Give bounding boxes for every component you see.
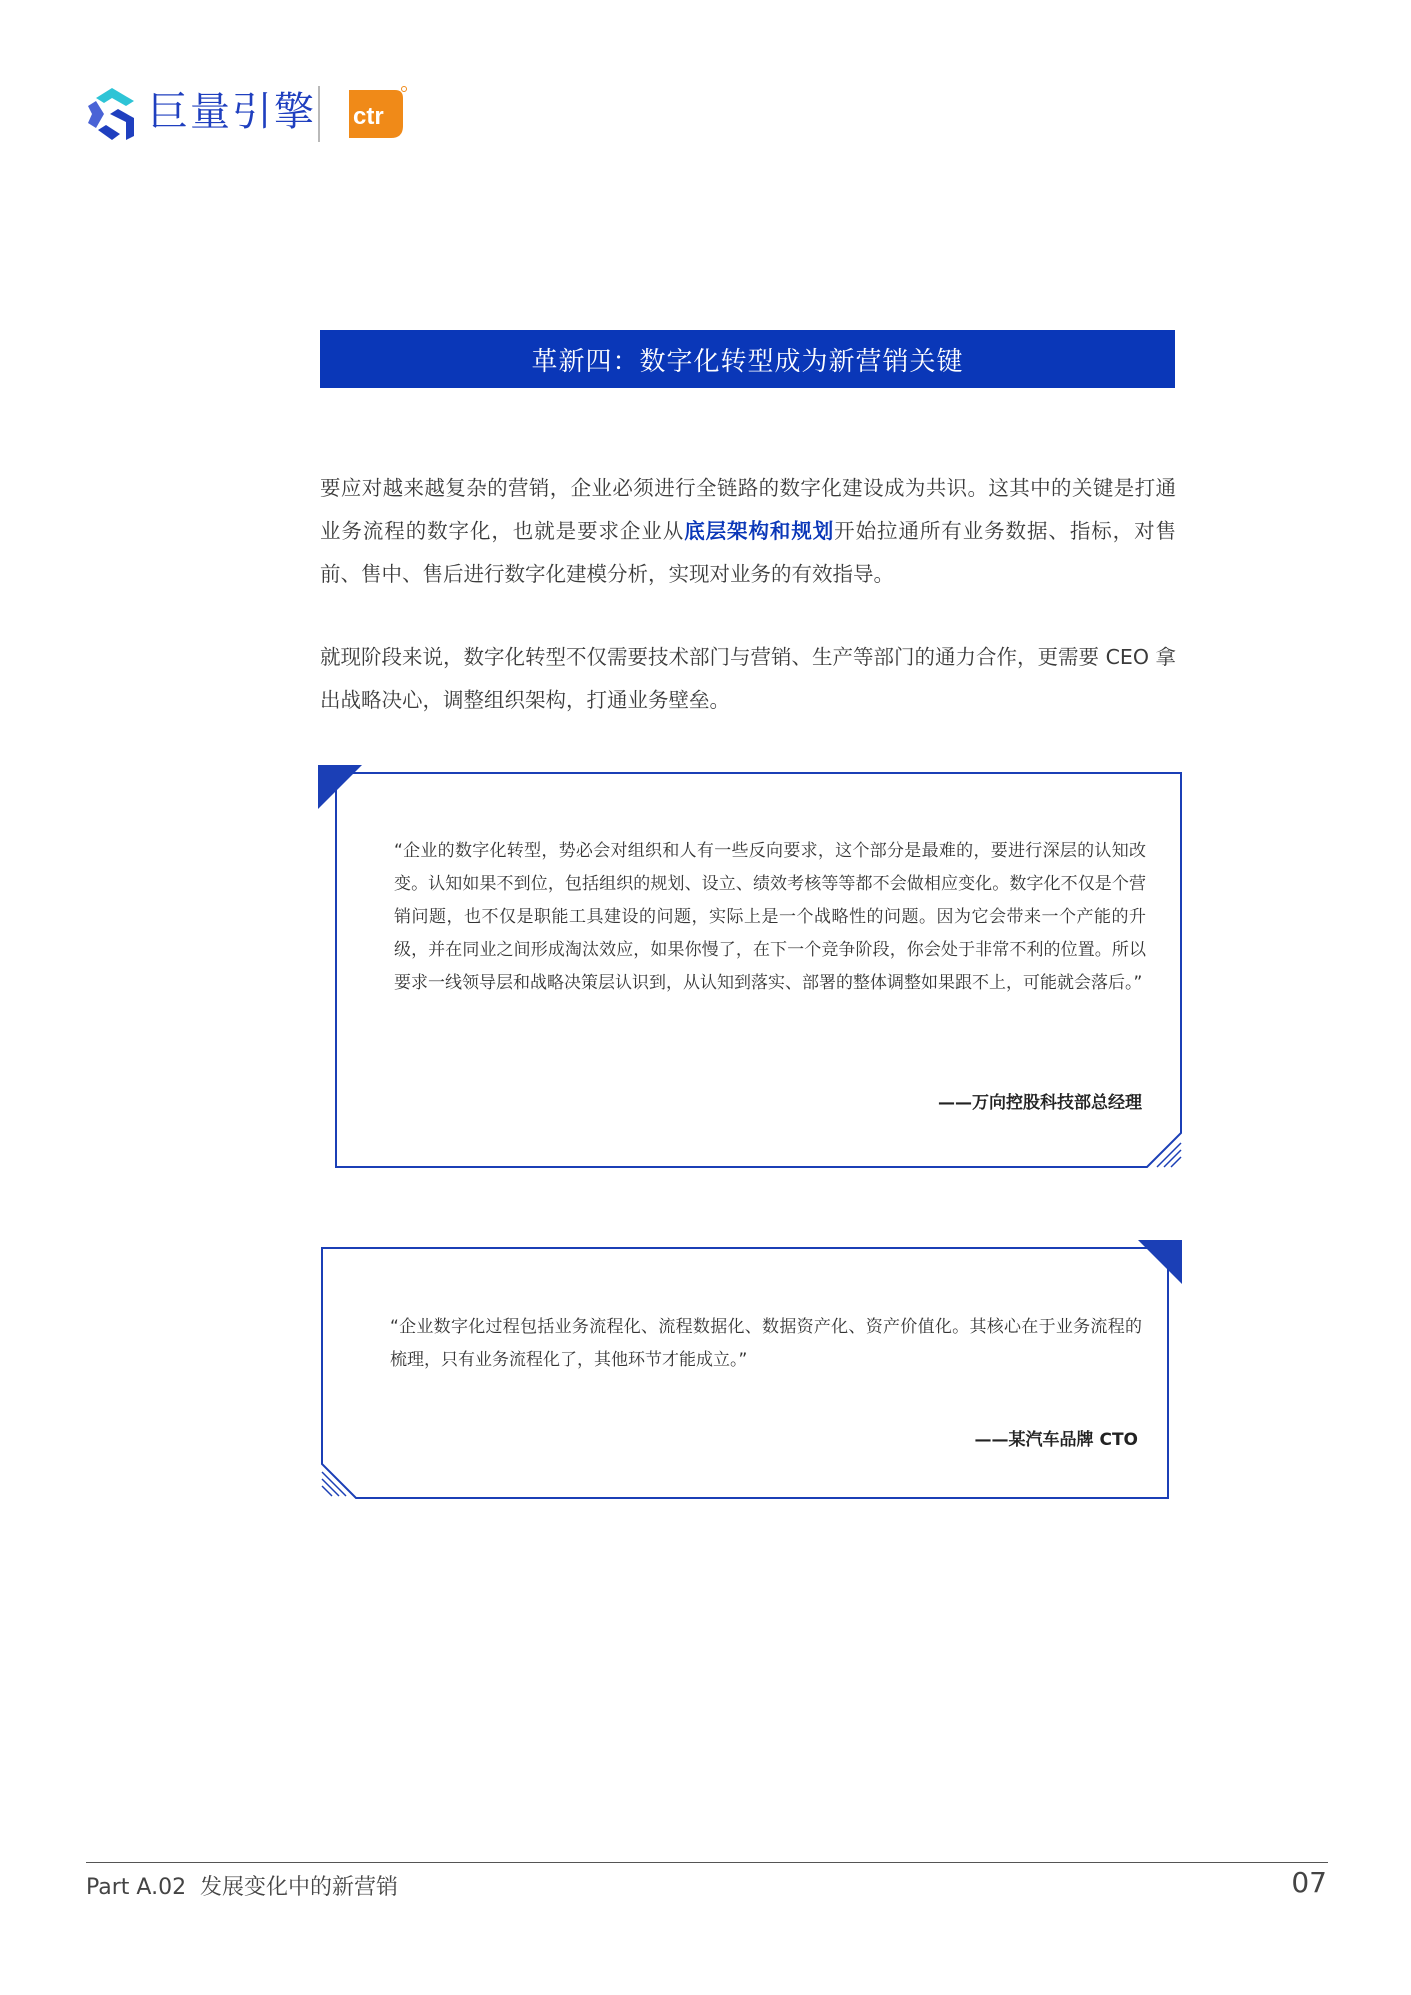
section-title: 革新四：数字化转型成为新营销关键 [531,346,964,377]
page-number: 07 [1291,1866,1327,1899]
ctr-logo [345,86,407,142]
brand-name: 巨量引擎 [148,89,316,135]
paragraph-text: 开始拉通所有业务数据、指标，对售前、售中、售后进行数字化建模分析，实现对业务的有效指导。 [320,519,1177,586]
footer-divider [86,1862,1328,1863]
quote-author: ——万向控股科技部总经理 [938,1093,1142,1113]
logo-divider [318,86,320,142]
juliang-logo-icon [82,84,142,144]
quote-text: “企业数字化过程包括业务流程化、流程数据化、数据资产化、资产价值化。其核心在于业务流程的梳理，只有业务流程化了，其他环节才能成立。” [390,1317,1142,1370]
footer-section-label: Part A.02 发展变化中的新营销 [86,1875,399,1900]
highlight-text: 底层架构和规划 [684,519,835,543]
body-paragraph-2: 就现阶段来说，数字化转型不仅需要技术部门与营销、生产等部门的通力合作，更需要 CEO 拿出战略决心，调整组织架构，打通业务壁垒。 [320,645,1176,712]
body-paragraph-1 [320,467,1176,596]
quote-author: ——某汽车品牌 CTO [974,1430,1138,1450]
paragraph-text: 要应对越来越复杂的营销，企业必须进行全链路的数字化建设成为共识。这其中的关键是打通业务流程的数字化，也就是要求企业从 [320,476,1176,543]
ctr-logo-text: ctr [353,103,384,130]
quote-card-1 [318,765,1184,1169]
quote-text: “企业的数字化转型，势必会对组织和人有一些反向要求，这个部分是最难的，要进行深层的认知改变。认知如果不到位，包括组织的规划、设立、绩效考核等等都不会做相应变化。数字化不仅是个营销问题，也不仅是职能工具建设的问题，实际上是一个战略性的问题。因为它会带来一个产能的升级，并在同业之间形成淘汰效应，如果你慢了，在下一个竞争阶段，你会处于非常不利的位置。所以要求一线领导层和战略决策层认识到，从认知到落实、部署的整体调整如果跟不上，可能就会落后。” [394,841,1146,993]
section-title-banner [320,330,1175,388]
quote-card-2 [320,1240,1182,1506]
